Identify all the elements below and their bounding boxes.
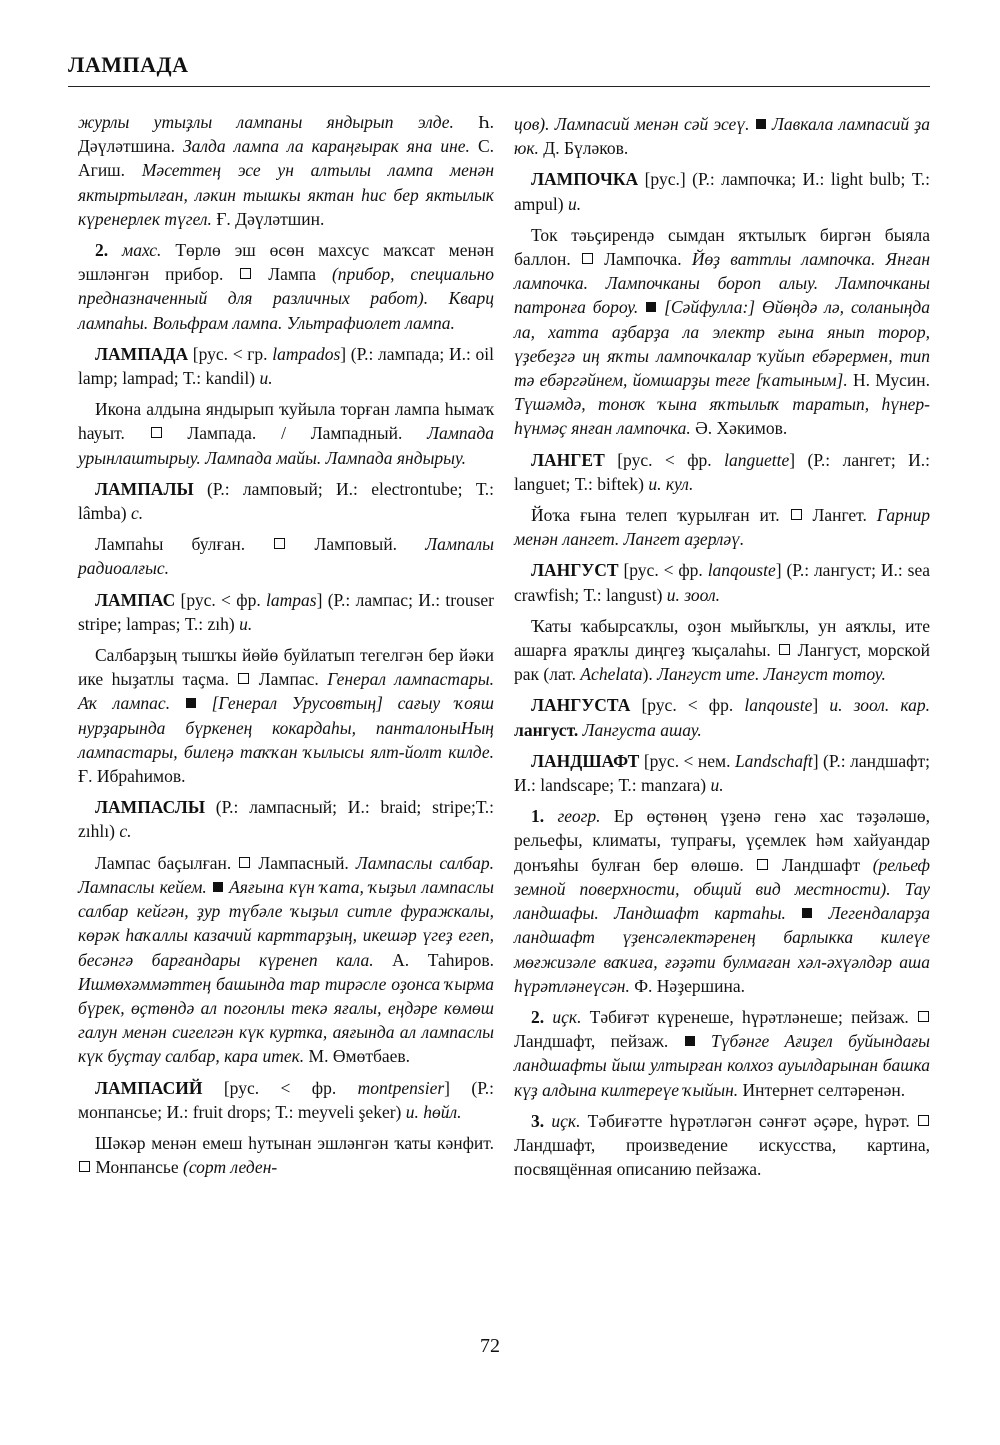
body-text: (Р.: лампасный; И.: braid; stripe;Т.: zıhlı) [78,797,494,842]
italic-text: с. [119,821,132,842]
italic-text: Лампада урынлаштырыу. Лампада майы. Лампада яндырыу. [78,423,494,468]
headword: ЛАМПОЧКА [531,169,639,190]
body-text: ] [812,695,830,716]
body-text: ] (Р.: лампас; И.: trouser stripe; lampas; Т.: zıh) [78,589,495,634]
italic-text: Түшәмдә, тоноҡ ҡына яҡтылыҡ таратып, һүнер-һүнмәҫ янған лампочка. [514,394,930,439]
italic-text: (рельеф земной поверхности, общий вид местности). Тау ландшафы. Ландшафт картаһы. [514,854,930,924]
body-text: [рус. < фр. [604,449,725,470]
body-text: Йоҡа ғына телеп ҡурылған ит. [531,505,790,526]
body-text: Ғ. Ибраһимов. [78,766,186,787]
italic-text: и. [567,193,582,214]
example-marker-icon [756,119,766,129]
italic-text: lanqouste [744,695,813,716]
italic-text: Landschaft [734,750,813,771]
headword: ЛАНДШАФТ [531,750,640,771]
entry-paragraph [78,238,494,335]
translation-marker-icon [757,859,768,870]
italic-text: и. кул. [648,473,694,494]
translation-marker-icon [238,673,249,684]
body-text: Салбарҙың тышҡы йөйө буйлатып тегелгән бер йәки ике һыҙатлы таҫма. [78,645,494,690]
italic-text: Генерал лампастары. Аҡ лампас. [78,669,494,714]
body-text: Ток тәьҫирендә сымдан яҡтылыҡ биргән быяла баллон. [514,224,930,270]
entry-paragraph [78,477,494,525]
body-text: ). [642,664,658,685]
entry-paragraph [514,614,930,687]
headword: лангуст. [514,719,579,740]
body-text: ] (Р.: лампада; И.: oil lamp; lampad; Т.: kandil) [78,343,494,389]
italic-text: Түбәнге Ағиҙел буйындағы ландшафты йыш ултырған колхоз ауылдарынан башка күҙ алдына килтереүе ҡыйын. [514,1031,930,1100]
entry-paragraph [514,693,930,741]
italic-text: и. [710,775,724,796]
italic-text: languette [724,449,790,470]
example-marker-icon [685,1036,695,1046]
example-marker-icon [646,302,656,312]
body-text: Н. Мусин. [847,370,930,391]
headword: 2. [531,1006,553,1027]
italic-text: геогр. [557,806,601,827]
body-text [207,877,212,897]
body-text: Лампада. / Лампадный. [162,423,428,444]
italic-text: lampas [266,589,317,610]
body-text: Лангуст, морской рак (лат. [514,640,930,685]
body-text: Лампас. [250,669,328,690]
italic-text: Гарнир менән лангет. Лангет аҙерләү. [514,505,930,550]
italic-text: (прибор, специально предназначенный для различных работ). Кварц лампаһы. Вольфрам лампа. Ультрафиолет лампа. [78,264,494,333]
headword: ЛАНГУСТА [531,695,631,716]
italic-text: montpensier [357,1077,445,1098]
body-text [638,297,645,317]
italic-text: иҫк. [551,1110,581,1131]
italic-text: Achelata [580,664,643,685]
italic-text: lampados [272,343,341,364]
body-text: М. Өмөтбаев. [304,1046,411,1067]
translation-marker-icon [791,509,802,520]
body-text: Ландшафт [769,854,873,875]
body-text [197,693,212,713]
body-text: [рус. < фр. [202,1077,358,1098]
body-text: [рус. < фр. [630,695,745,716]
italic-text: журлы утыҙлы лампаны яндырып элде. [78,112,454,132]
italic-text: и. зоол. [666,584,720,605]
entry-paragraph [514,558,930,606]
body-text [696,1031,711,1051]
body-text: Ғ. Дәүләтшин. [211,208,325,229]
entry-paragraph [514,503,930,551]
body-text: (Р.: ламповый; И.: electrontube; Т.: lâmba) [78,478,494,524]
italic-text: [Сәйфулла:] Өйөңдә лә, соланыңда ла, хатта аҙбарҙа ла электр ғына янып торор, үҙебеҙгә иң яҡты лампочкалар ҡуйып ебәрермен, тип тә ебәргәйнем, йомшарҙы теге [ҡатыным]. [514,297,930,391]
italic-text: Аяғына күн ҡата, ҡыҙыл лампаслы салбар кейгән, ҙур түбәле ҡыҙыл ситле фуражкалы, көрәк һаҡаллы казачий карттарҙың, икешәр үгеҙ егеп, бесәнгә барғандары күренеп кала. [78,876,495,970]
body-text: Ландшафт, пейзаж. [514,1031,684,1052]
body-text: Ландшафт, произведение искусства, картина, посвящённая описанию пейзажа. [514,1134,930,1180]
headword: ЛАМПАС [95,589,176,610]
body-text: А. Таһиров. [373,949,494,970]
example-marker-icon [186,698,196,708]
entry-paragraph [78,643,494,788]
headword: ЛАМПАСИЙ [95,1077,203,1098]
translation-marker-icon [274,538,285,549]
italic-text: Лавкала лампасий ҙа юк. [514,114,931,159]
entry-paragraph [514,804,930,998]
entry-paragraph [78,588,494,636]
entry-paragraph [78,342,494,390]
body-text: Шәкәр менән емеш һутынан эшләнгән ҡаты кәнфит. [95,1132,494,1153]
body-text: Ҡаты ҡабырсаҡлы, оҙон мыйыҡлы, ун аяҡлы, ите ашарға яраҡлы диңгеҙ ҡыҫалаһы. [514,615,930,661]
body-text: ] (Р.: лангет; И.: languet; Т.: biftek) [514,449,931,494]
entry-paragraph [514,167,930,215]
italic-text: Ишмөхәммәттең башында тар тирәсле оҙонса ҡырма бүрек, өҫтөндә ал погонлы текә яғалы, еңдәре көмөш галун менән сигелгән күк куртка, аяғында ал лампаслы күк буҫтау салбар, кара итек. [78,973,494,1067]
entry-paragraph [78,795,494,843]
left-column [78,110,494,1186]
headword: 3. [531,1110,552,1131]
translation-marker-icon [918,1115,929,1126]
entry-paragraph [514,749,930,797]
italic-text: и. зоол. кар. [829,695,930,716]
italic-text: [Генерал Урусовтың] сағыу ҡояш нурҙарында бүркенең кокардаһы, панталоныНың лампастары, билеңә таҡҡан ҡылысы ялт-йолт килде. [78,693,495,762]
entry-paragraph [78,532,494,580]
italic-text: (сорт леден- [183,1157,278,1178]
translation-marker-icon [582,253,593,264]
italic-text: lanqouste [707,560,776,581]
entry-paragraph [514,223,930,441]
headword: ЛАНГЕТ [531,449,605,470]
italic-text: Залда лампа ла карaңғырак яна ине. [183,136,470,157]
body-text: Тәбиғәтте һүрәтләгән сәнғәт әҫәре, һүрәт. [580,1110,918,1131]
body-text: [рус. < фр. [618,560,708,581]
body-text [786,903,801,923]
entry-paragraph [78,1076,494,1124]
body-text: Һ. Дәүләтшина. [78,112,494,157]
page-header-title: ЛАМПАДА [68,52,189,77]
italic-text: Лангуста ашау. [582,719,702,740]
entry-paragraph [78,110,494,231]
page-number: 72 [480,1335,500,1357]
body-text: Ф. Нәҙершина. [629,975,745,996]
body-text: Лампас баҫылған. [95,852,239,873]
example-marker-icon [802,908,812,918]
italic-text: иҫк. [552,1006,582,1027]
headword: ЛАМПАСЛЫ [95,797,205,818]
body-text: Интернет селтәренән. [738,1079,906,1100]
body-text: Монпансье [91,1157,184,1178]
italic-text: и. һөйл. [405,1101,462,1122]
translation-marker-icon [239,857,250,868]
translation-marker-icon [240,268,251,279]
italic-text: и. [239,613,253,634]
entry-paragraph [514,448,930,496]
body-text: Ламповый. [286,534,426,555]
italic-text: цов). Лампасий менән сәй эсеү. [514,114,750,134]
body-text [170,693,185,713]
headword: ЛАМПАДА [95,343,189,364]
body-text: Лампасный. [251,852,356,873]
entry-paragraph [78,851,494,1069]
body-text: [рус.] (Р.: лампочка; И.: light bulb; Т.: ampul) [514,169,930,214]
italic-text: махс. [122,240,162,261]
body-text: ] (Р.: ландшафт; И.: landscape; Т.: manzara) [514,750,930,796]
body-text: Д. Бүләков. [538,138,629,159]
translation-marker-icon [79,1161,90,1172]
translation-marker-icon [918,1011,929,1022]
header-rule [68,86,930,87]
body-text: [рус. < нем. [639,750,735,771]
italic-text: Лангуст ите. Лангуст тотоу. [657,664,886,685]
body-text [813,903,828,923]
italic-text: Легендаларҙа ландшафт үҙенсәлектәренең барлыкка килеүе мөғжизәле ваҡиға, ғәҙәти булмаған хәл-әхүәлдәр аша һүрәтләнеүсән. [514,903,930,996]
italic-text: Лампалы радиоалғыс. [78,534,494,579]
headword: ЛАНГУСТ [531,560,619,581]
example-marker-icon [213,882,223,892]
body-text: Икона алдына яндырып ҡуйыла торған лампа һымаҡ һауыт. [78,399,494,444]
headword: 1. [531,806,558,827]
entry-paragraph [514,112,930,160]
entry-paragraph [78,1131,494,1179]
body-text: [рус. < фр. [175,589,266,610]
body-text: Тәбиғәт күренеше, һүрәтләнеше; пейзаж. [581,1006,918,1027]
right-column [514,112,930,1188]
body-text: Лангет. [802,505,877,526]
body-text: Лампочка. [593,249,692,270]
italic-text: с. [130,503,144,524]
body-text: Лампа [252,264,332,285]
translation-marker-icon [779,644,790,655]
entry-paragraph [514,1109,930,1182]
translation-marker-icon [151,427,162,438]
headword: 2. [95,240,123,261]
body-text: Ер өҫтөнөң үҙенә генә хас тәҙәләшө, рельефы, климаты, тупрағы, үҫемлек һәм хайуандар донъяһы булған бер өлөшө. [514,806,930,875]
italic-text: Мәсеттең эсе ун алтылы лампа менән яктыртылған, ләкин тышкы яктан һис бер яктылык күренерлек түгел. [78,160,494,229]
entry-paragraph [514,1005,930,1102]
italic-text: Йөҙ ваттлы лампочка. Янған лампочка. Лампочканы бороп алыу. Лампочканы патронға бороу. [514,249,931,318]
body-text: ] (Р.: монпансье; И.: fruit drops; Т.: meyveli şeker) [78,1077,494,1122]
body-text: Лампаһы булған. [95,534,274,555]
body-text: Төрлө эш өсөн махсус маҡсат менән эшләнгән прибор. [78,240,494,285]
body-text [749,114,754,134]
entry-paragraph [78,397,494,470]
italic-text: Лампаслы салбар. Лампаслы кейем. [78,852,494,897]
body-text: С. Агиш. [78,136,494,181]
body-text: Ә. Хәкимов. [690,418,788,439]
headword: ЛАМПАЛЫ [95,478,194,499]
body-text: [рус. < гр. [188,343,273,364]
italic-text: и. [259,368,273,389]
body-text: ] (Р.: лангуст; И.: sea crawfish; Т.: langust) [514,560,931,605]
